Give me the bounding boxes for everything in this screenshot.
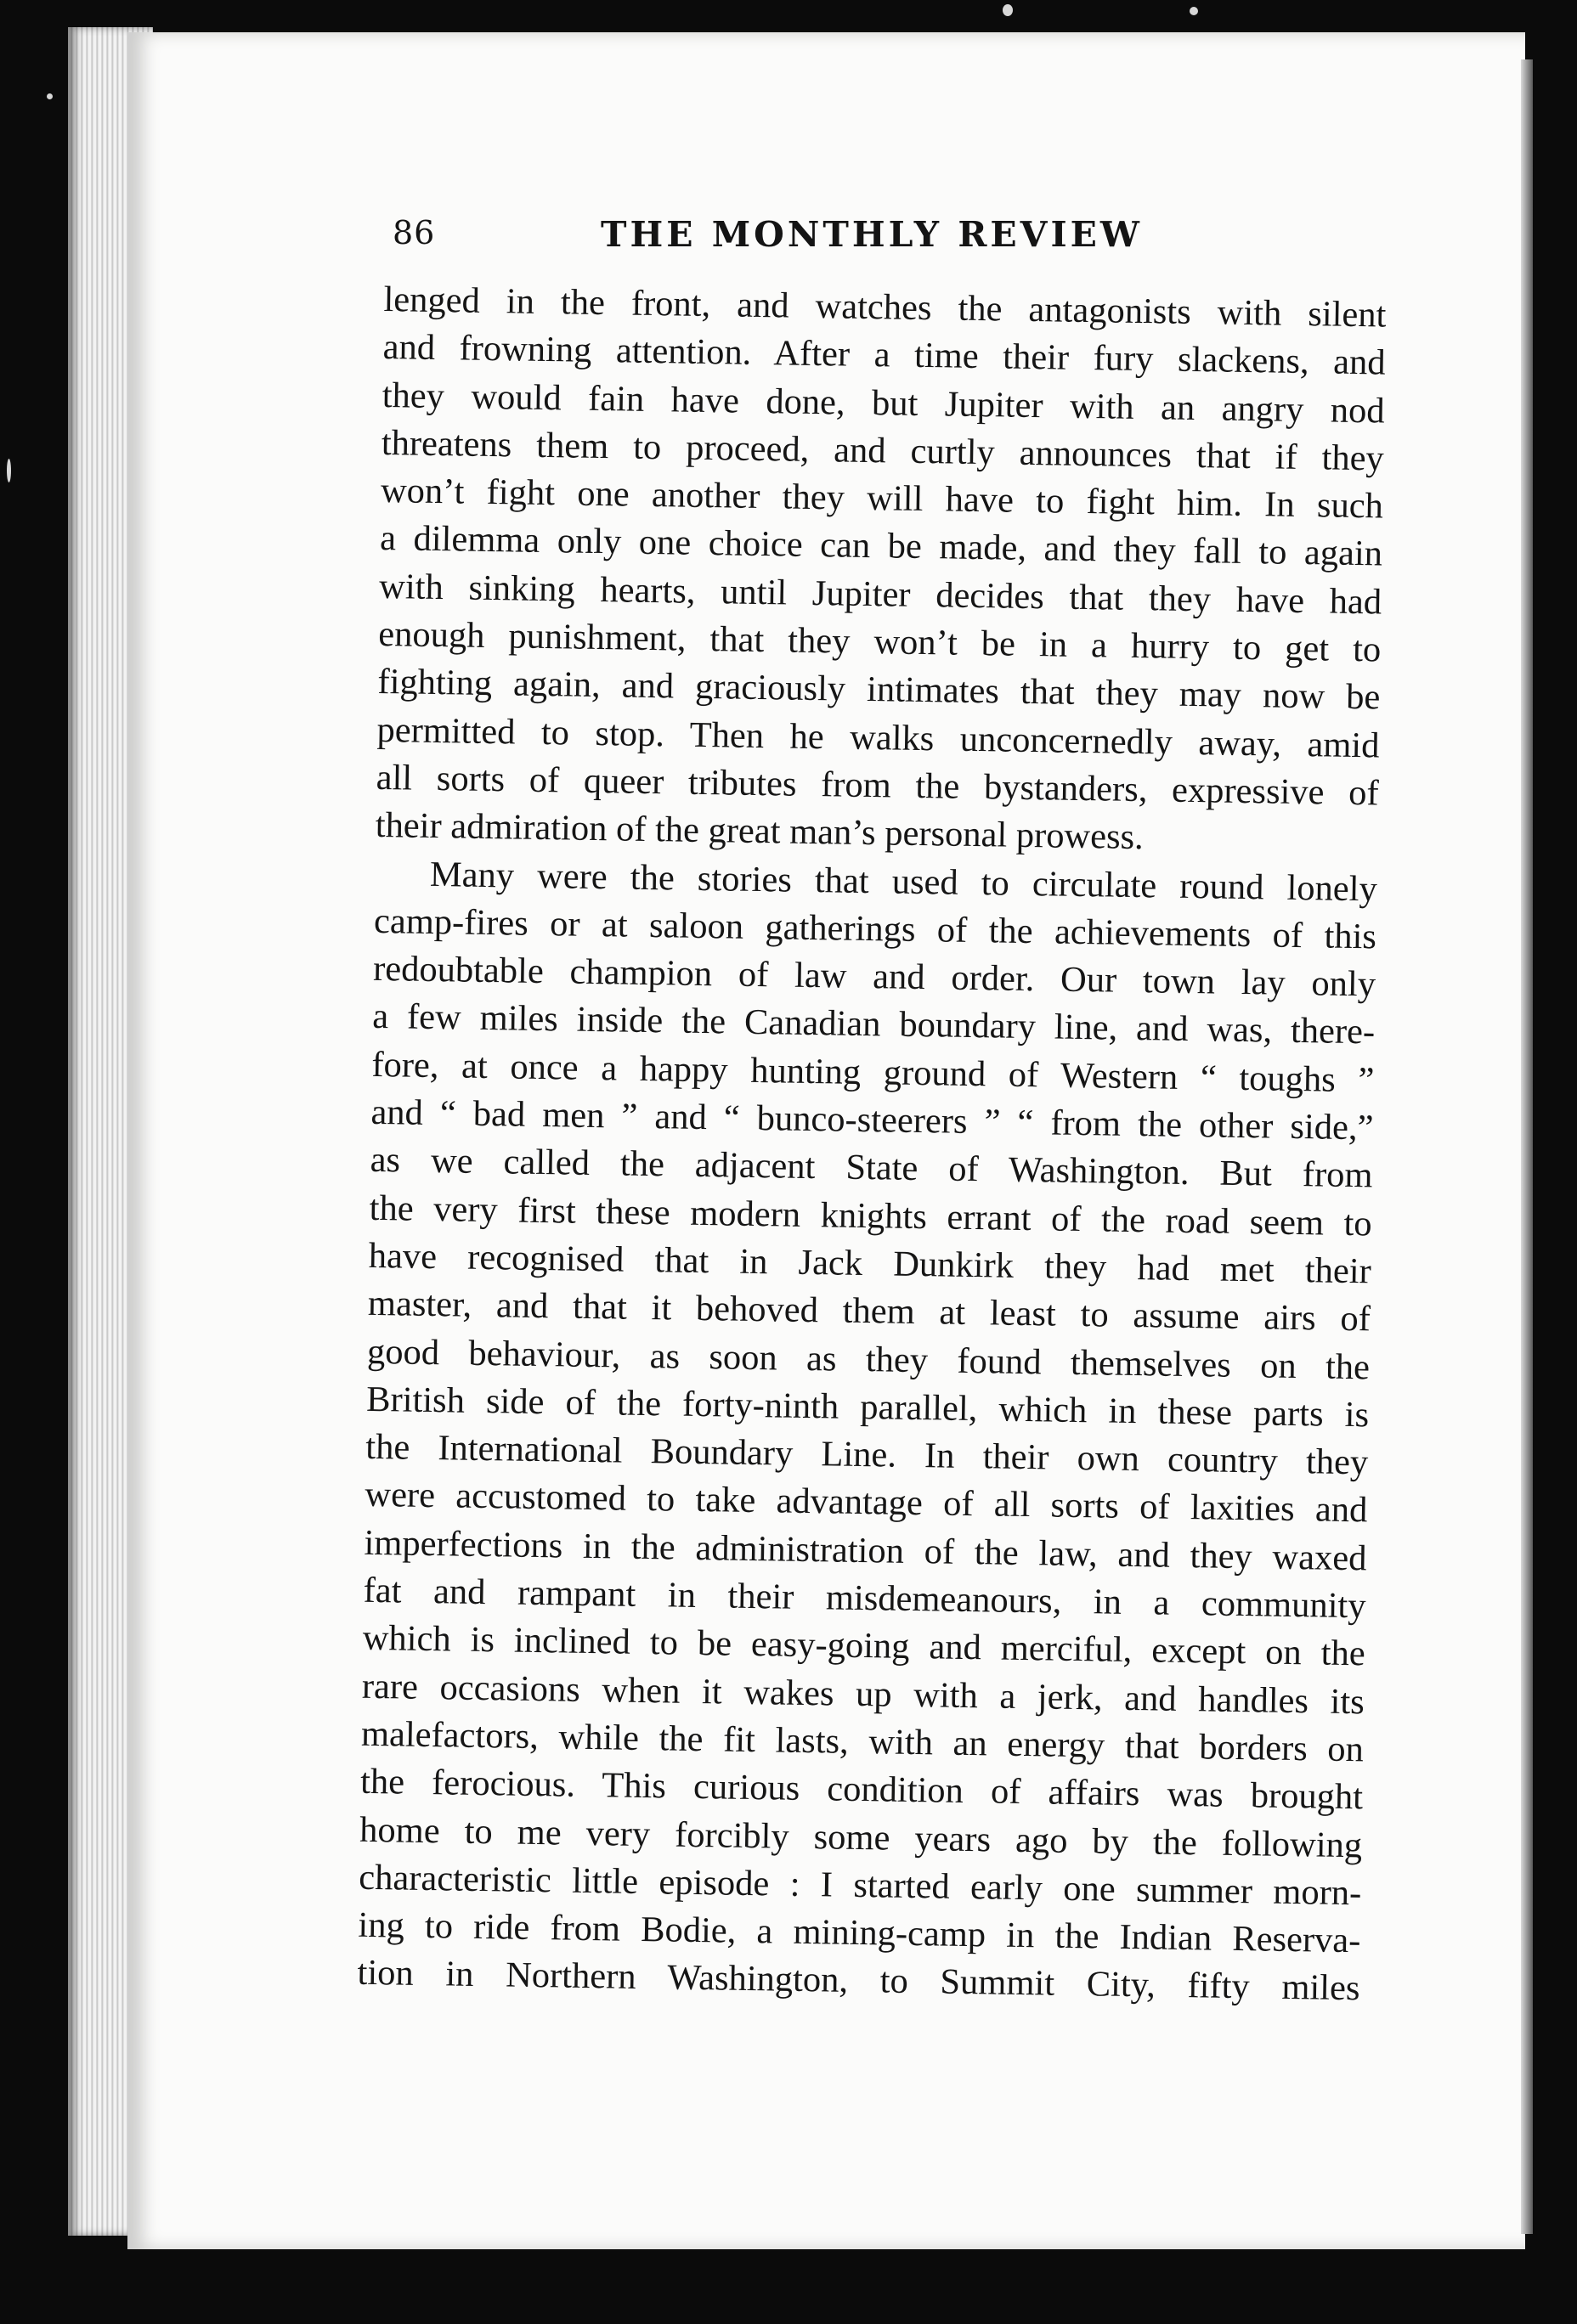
text-line: with sinking hearts, until Jupiter decides that they have had bbox=[378, 566, 1382, 623]
text-line: have recognised that in Jack Dunkirk they had met their bbox=[368, 1235, 1372, 1292]
text-line: permitted to stop. Then he walks unconcernedly away, amid bbox=[376, 709, 1380, 766]
body-text bbox=[357, 276, 1387, 2013]
text-line: the ferocious. This curious condition of affairs was brought bbox=[359, 1761, 1364, 1818]
text-line: redoubtable champion of law and order. Our town lay only bbox=[372, 949, 1376, 1005]
text-line: malefactors, while the fit lasts, with an energy that borders on bbox=[360, 1713, 1365, 1770]
text-line: master, and that it behoved them at least to assume airs of bbox=[367, 1283, 1371, 1340]
text-line: were accustomed to take advantage of all sorts of laxities and bbox=[365, 1475, 1368, 1531]
text-line: and “ bad men ” and “ bunco-steerers ” “ from the other side,” bbox=[370, 1091, 1374, 1148]
paragraph-end-line: their admiration of the great man’s personal prowess. bbox=[375, 805, 1145, 858]
text-line: the International Boundary Line. In their own country they bbox=[365, 1426, 1369, 1483]
paragraph-start-line: Many were the stories that used to circulate round lonely bbox=[429, 854, 1378, 910]
text-line: British side of the forty-ninth parallel, which in these parts is bbox=[365, 1379, 1370, 1436]
text-line: good behaviour, as soon as they found themselves on the bbox=[366, 1331, 1371, 1387]
journal-title: THE MONTHLY REVIEW bbox=[601, 214, 1143, 255]
dust-speck bbox=[7, 459, 11, 482]
text-line: fore, at once a happy hunting ground of Western “ toughs ” bbox=[371, 1044, 1375, 1101]
text-line: ing to ride from Bodie, a mining-camp in the Indian Reserva- bbox=[358, 1904, 1361, 1961]
text-line: fat and rampant in their misdemeanours, in a community bbox=[363, 1570, 1366, 1627]
text-line: won’t fight one another they will have to fight him. In such bbox=[380, 471, 1384, 527]
text-line: all sorts of queer tributes from the bystanders, expressive of bbox=[376, 757, 1379, 814]
running-head bbox=[393, 214, 1174, 265]
page-number: 86 bbox=[393, 214, 436, 251]
text-line: a few miles inside the Canadian boundary line, and was, there- bbox=[371, 996, 1376, 1052]
text-line: camp-fires or at saloon gatherings of the achievements of this bbox=[373, 900, 1377, 957]
dust-speck bbox=[1190, 7, 1198, 15]
text-line: home to me very forcibly some years ago by the following bbox=[359, 1809, 1363, 1865]
dust-speck bbox=[47, 93, 53, 99]
text-line: lenged in the front, and watches the antagonists with silent bbox=[383, 279, 1387, 336]
text-line: and frowning attention. After a time their fury slackens, and bbox=[382, 327, 1386, 383]
text-line: enough punishment, that they won’t be in a hurry to get to bbox=[378, 614, 1382, 670]
text-line: they would fain have done, but Jupiter with an angry nod bbox=[382, 375, 1386, 432]
text-line: the very first these modern knights errant of the road seem to bbox=[369, 1187, 1372, 1244]
text-line: rare occasions when it wakes up with a jerk, and handles its bbox=[361, 1666, 1365, 1722]
dust-speck bbox=[1003, 4, 1013, 16]
text-line: threatens them to proceed, and curtly announces that if they bbox=[381, 422, 1385, 479]
text-line: as we called the adjacent State of Washington. But from bbox=[370, 1140, 1373, 1196]
text-line: characteristic little episode : I started early one summer morn- bbox=[359, 1857, 1362, 1914]
text-line: imperfections in the administration of the law, and they waxed bbox=[364, 1522, 1367, 1579]
text-line: fighting again, and graciously intimates that they may now be bbox=[377, 662, 1381, 718]
text-line: a dilemma only one choice can be made, and they fall to again bbox=[379, 518, 1383, 574]
text-line: which is inclined to be easy-going and merciful, except on the bbox=[362, 1618, 1366, 1674]
text-line: tion in Northern Washington, to Summit City, fifty miles bbox=[357, 1953, 1360, 2009]
page-gutter-shadow bbox=[1521, 59, 1533, 2234]
